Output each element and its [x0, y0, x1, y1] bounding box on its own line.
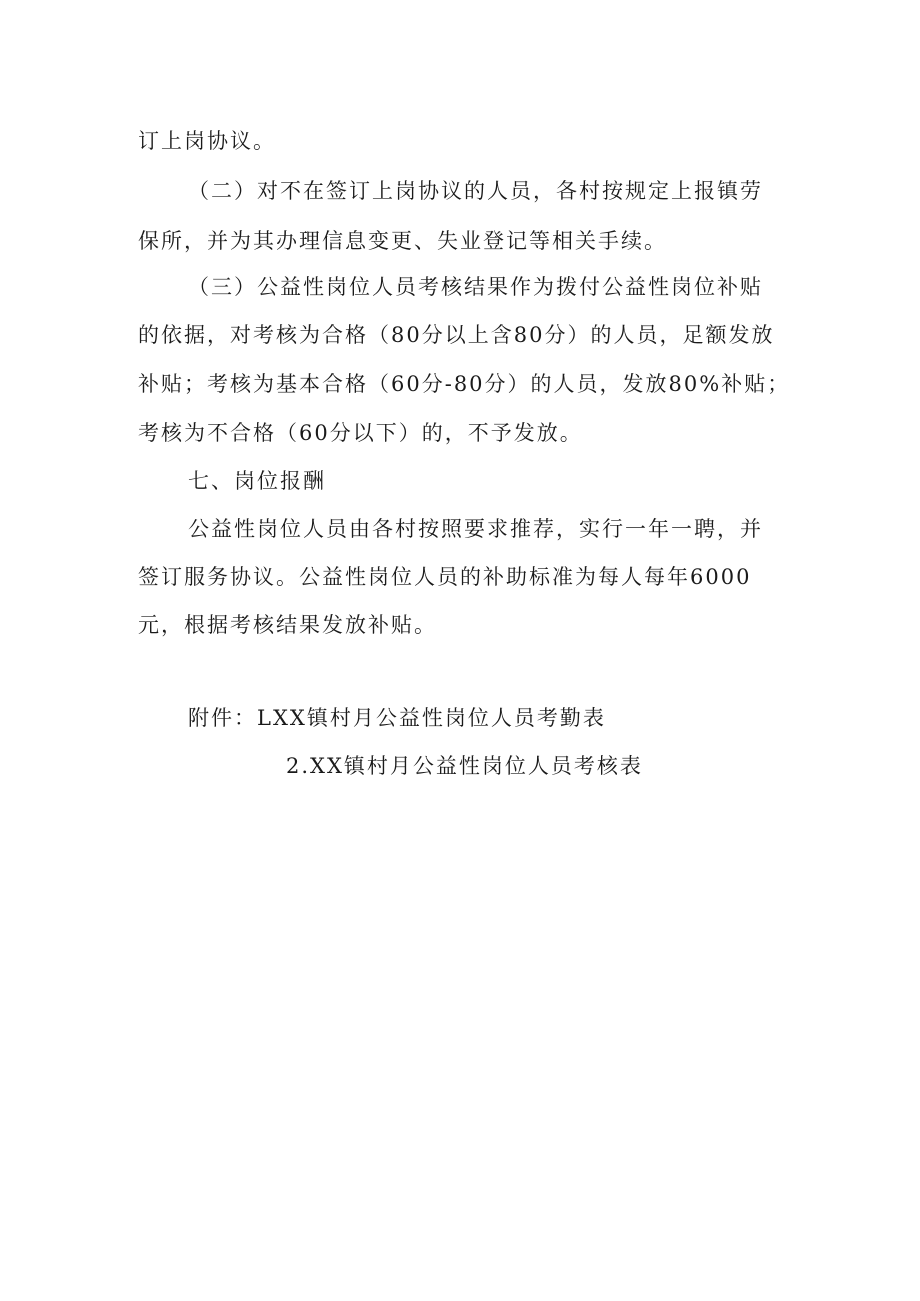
section-heading: 七、岗位报酬	[188, 469, 326, 493]
paragraph-line: 签订服务协议。公益性岗位人员的补助标准为每人每年6000	[138, 565, 752, 589]
paragraph-line: 保所，并为其办理信息变更、失业登记等相关手续。	[138, 229, 667, 253]
paragraph-line: 公益性岗位人员由各村按照要求推荐，实行一年一聘，并	[188, 517, 763, 541]
paragraph-line: 的依据，对考核为合格（80分以上含80分）的人员，足额发放	[138, 323, 775, 347]
paragraph-line: 元，根据考核结果发放补贴。	[138, 613, 437, 637]
paragraph-line: （二）对不在签订上岗协议的人员，各村按规定上报镇劳	[188, 179, 763, 203]
paragraph-line: 补贴；考核为基本合格（60分-80分）的人员，发放80%补贴；	[138, 372, 791, 396]
attachment-line: 2.XX镇村月公益性岗位人员考核表	[286, 754, 643, 778]
attachment-line: 附件：LXX镇村月公益性岗位人员考勤表	[188, 706, 606, 730]
paragraph-line: （三）公益性岗位人员考核结果作为拨付公益性岗位补贴	[188, 275, 763, 299]
paragraph-line: 订上岗协议。	[138, 129, 276, 153]
paragraph-line: 考核为不合格（60分以下）的，不予发放。	[138, 421, 583, 445]
